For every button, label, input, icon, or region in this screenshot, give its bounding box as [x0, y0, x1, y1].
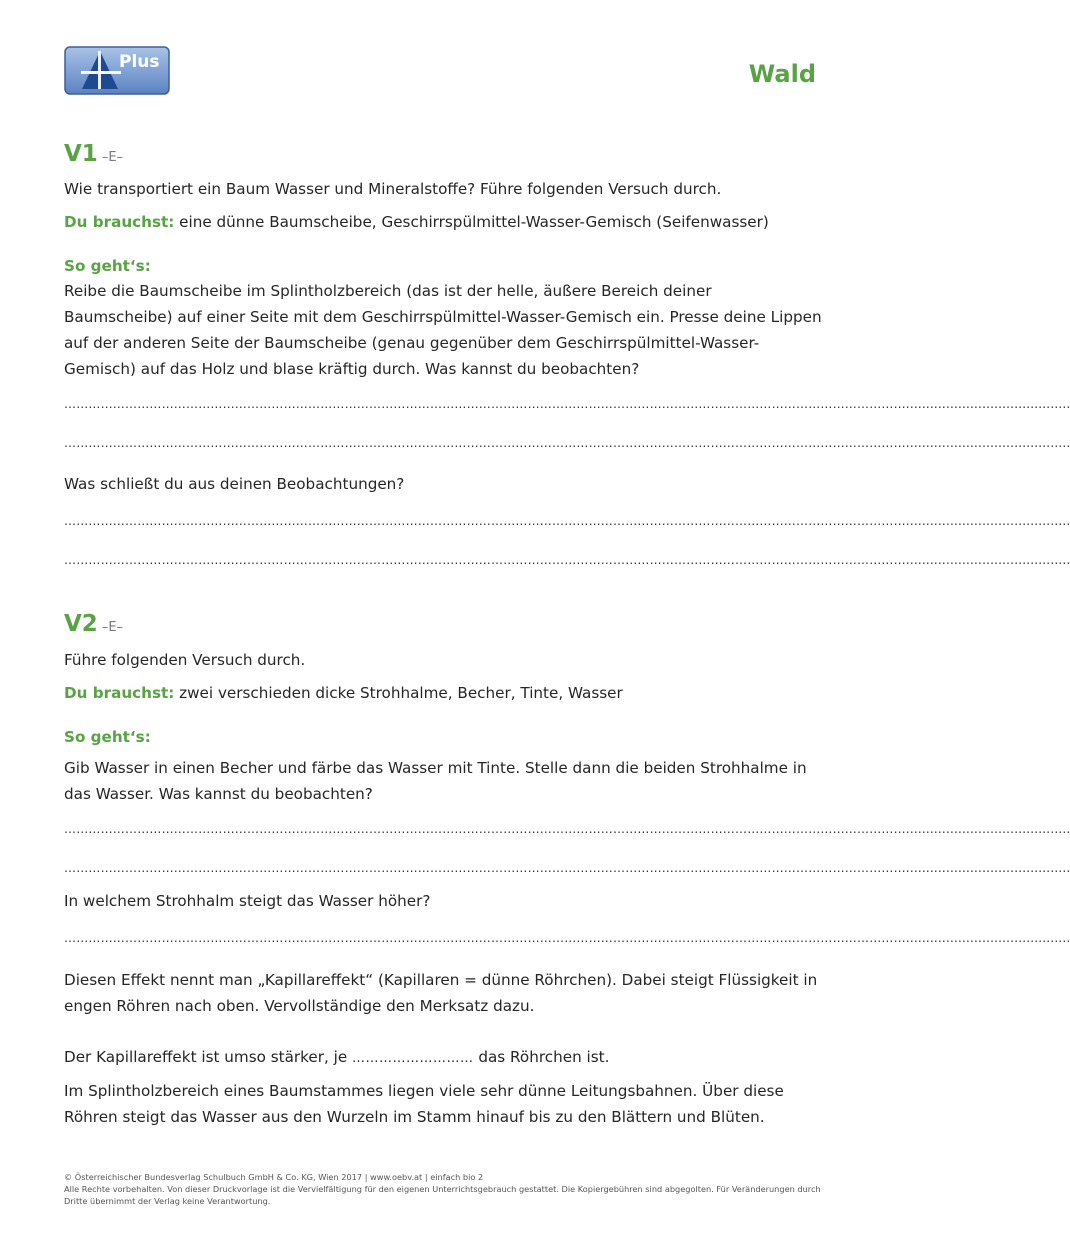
answer-line[interactable]: ……………………………………………………………………………………………………………………………………………………………………………………….........................................: [64, 553, 1070, 567]
v1-level: –E–: [101, 150, 124, 165]
v1-heading: [64, 141, 123, 167]
v1-label: V1: [64, 141, 98, 167]
footer-rights: Alle Rechte vorbehalten. Von dieser Druckvorlage ist die Vervielfältigung für den eigenen Unterrichtsgebrauch gestattet. Die Kopiergebühren sind abgegolten. Für Veränderungen durch Dritte übernimmt der Verlag keine Verantwortung.: [64, 1184, 821, 1206]
answer-line[interactable]: ……………………………………………………………………………………………………………………………………………………………………………………….........................................: [64, 436, 1070, 450]
v2-needs: [64, 680, 824, 706]
answer-line[interactable]: ……………………………………………………………………………………………………………………………………………………………………………………….........................................: [64, 822, 1070, 836]
v1-question2: Was schließt du aus deinen Beobachtungen?: [64, 475, 405, 493]
v1-needs-text: eine dünne Baumscheibe, Geschirrspülmittel-Wasser-Gemisch (Seifenwasser): [174, 213, 769, 231]
v2-heading: [64, 611, 123, 637]
v2-needs-label: Du brauchst:: [64, 684, 175, 702]
logo-label: Plus: [119, 52, 160, 72]
v2-effect-text: Diesen Effekt nennt man „Kapillareffekt“ (Kapillaren = dünne Röhrchen). Dabei steigt Flüssigkeit in engen Röhren nach oben. Vervollständige den Merksatz dazu.: [64, 971, 818, 1015]
v2-intro: Führe folgenden Versuch durch.: [64, 651, 306, 669]
merksatz-blank[interactable]: ………………………: [352, 1051, 474, 1066]
footer-copyright: © Österreichischer Bundesverlag Schulbuch GmbH & Co. KG, Wien 2017 | www.oebv.at | einfach bio 2: [64, 1172, 484, 1182]
answer-line[interactable]: ……………………………………………………………………………………………………………………………………………………………………………………….........................................: [64, 514, 1070, 528]
v2-level: –E–: [101, 620, 124, 635]
v1-needs-label: Du brauchst:: [64, 213, 175, 231]
v1-intro: Wie transportiert ein Baum Wasser und Mineralstoffe? Führe folgenden Versuch durch.: [64, 180, 722, 198]
v2-closing-text: Im Splintholzbereich eines Baumstammes liegen viele sehr dünne Leitungsbahnen. Über diese Röhren steigt das Wasser aus den Wurzeln im Stamm hinauf bis zu den Blättern und Blüten.: [64, 1082, 784, 1126]
merksatz-before: Der Kapillareffekt ist umso stärker, je: [64, 1048, 353, 1066]
answer-line[interactable]: ……………………………………………………………………………………………………………………………………………………………………………………….........................................: [64, 861, 1070, 875]
v1-how-label: So geht‘s:: [64, 257, 151, 275]
footer: [64, 1171, 824, 1207]
plus-logo: [64, 46, 170, 95]
v2-needs-text: zwei verschieden dicke Strohhalme, Becher, Tinte, Wasser: [174, 684, 623, 702]
v2-merksatz: [64, 1044, 824, 1072]
v2-how-text: Gib Wasser in einen Becher und färbe das Wasser mit Tinte. Stelle dann die beiden Strohhalme in das Wasser. Was kannst du beobachten?: [64, 759, 807, 803]
v1-needs: [64, 209, 824, 235]
answer-line[interactable]: ……………………………………………………………………………………………………………………………………………………………………………………….........................................: [64, 931, 1070, 945]
answer-line[interactable]: ……………………………………………………………………………………………………………………………………………………………………………………….........................................: [64, 397, 1070, 411]
page-topic: Wald: [748, 60, 816, 88]
v1-how-text: Reibe die Baumscheibe im Splintholzbereich (das ist der helle, äußere Bereich deiner Baumscheibe) auf einer Seite mit dem Geschirrspülmittel-Wasser-Gemisch ein. Presse deine Lippen auf der anderen Seite der Baumscheibe (genau gegenüber dem Geschirrspülmittel-Wasser-Gemisch) auf das Holz und blase kräftig durch. Was kannst du beobachten?: [64, 282, 822, 378]
merksatz-after: das Röhrchen ist.: [473, 1048, 610, 1066]
v2-question2: In welchem Strohhalm steigt das Wasser höher?: [64, 892, 431, 910]
v2-how-label: So geht‘s:: [64, 728, 151, 746]
v2-label: V2: [64, 611, 98, 637]
